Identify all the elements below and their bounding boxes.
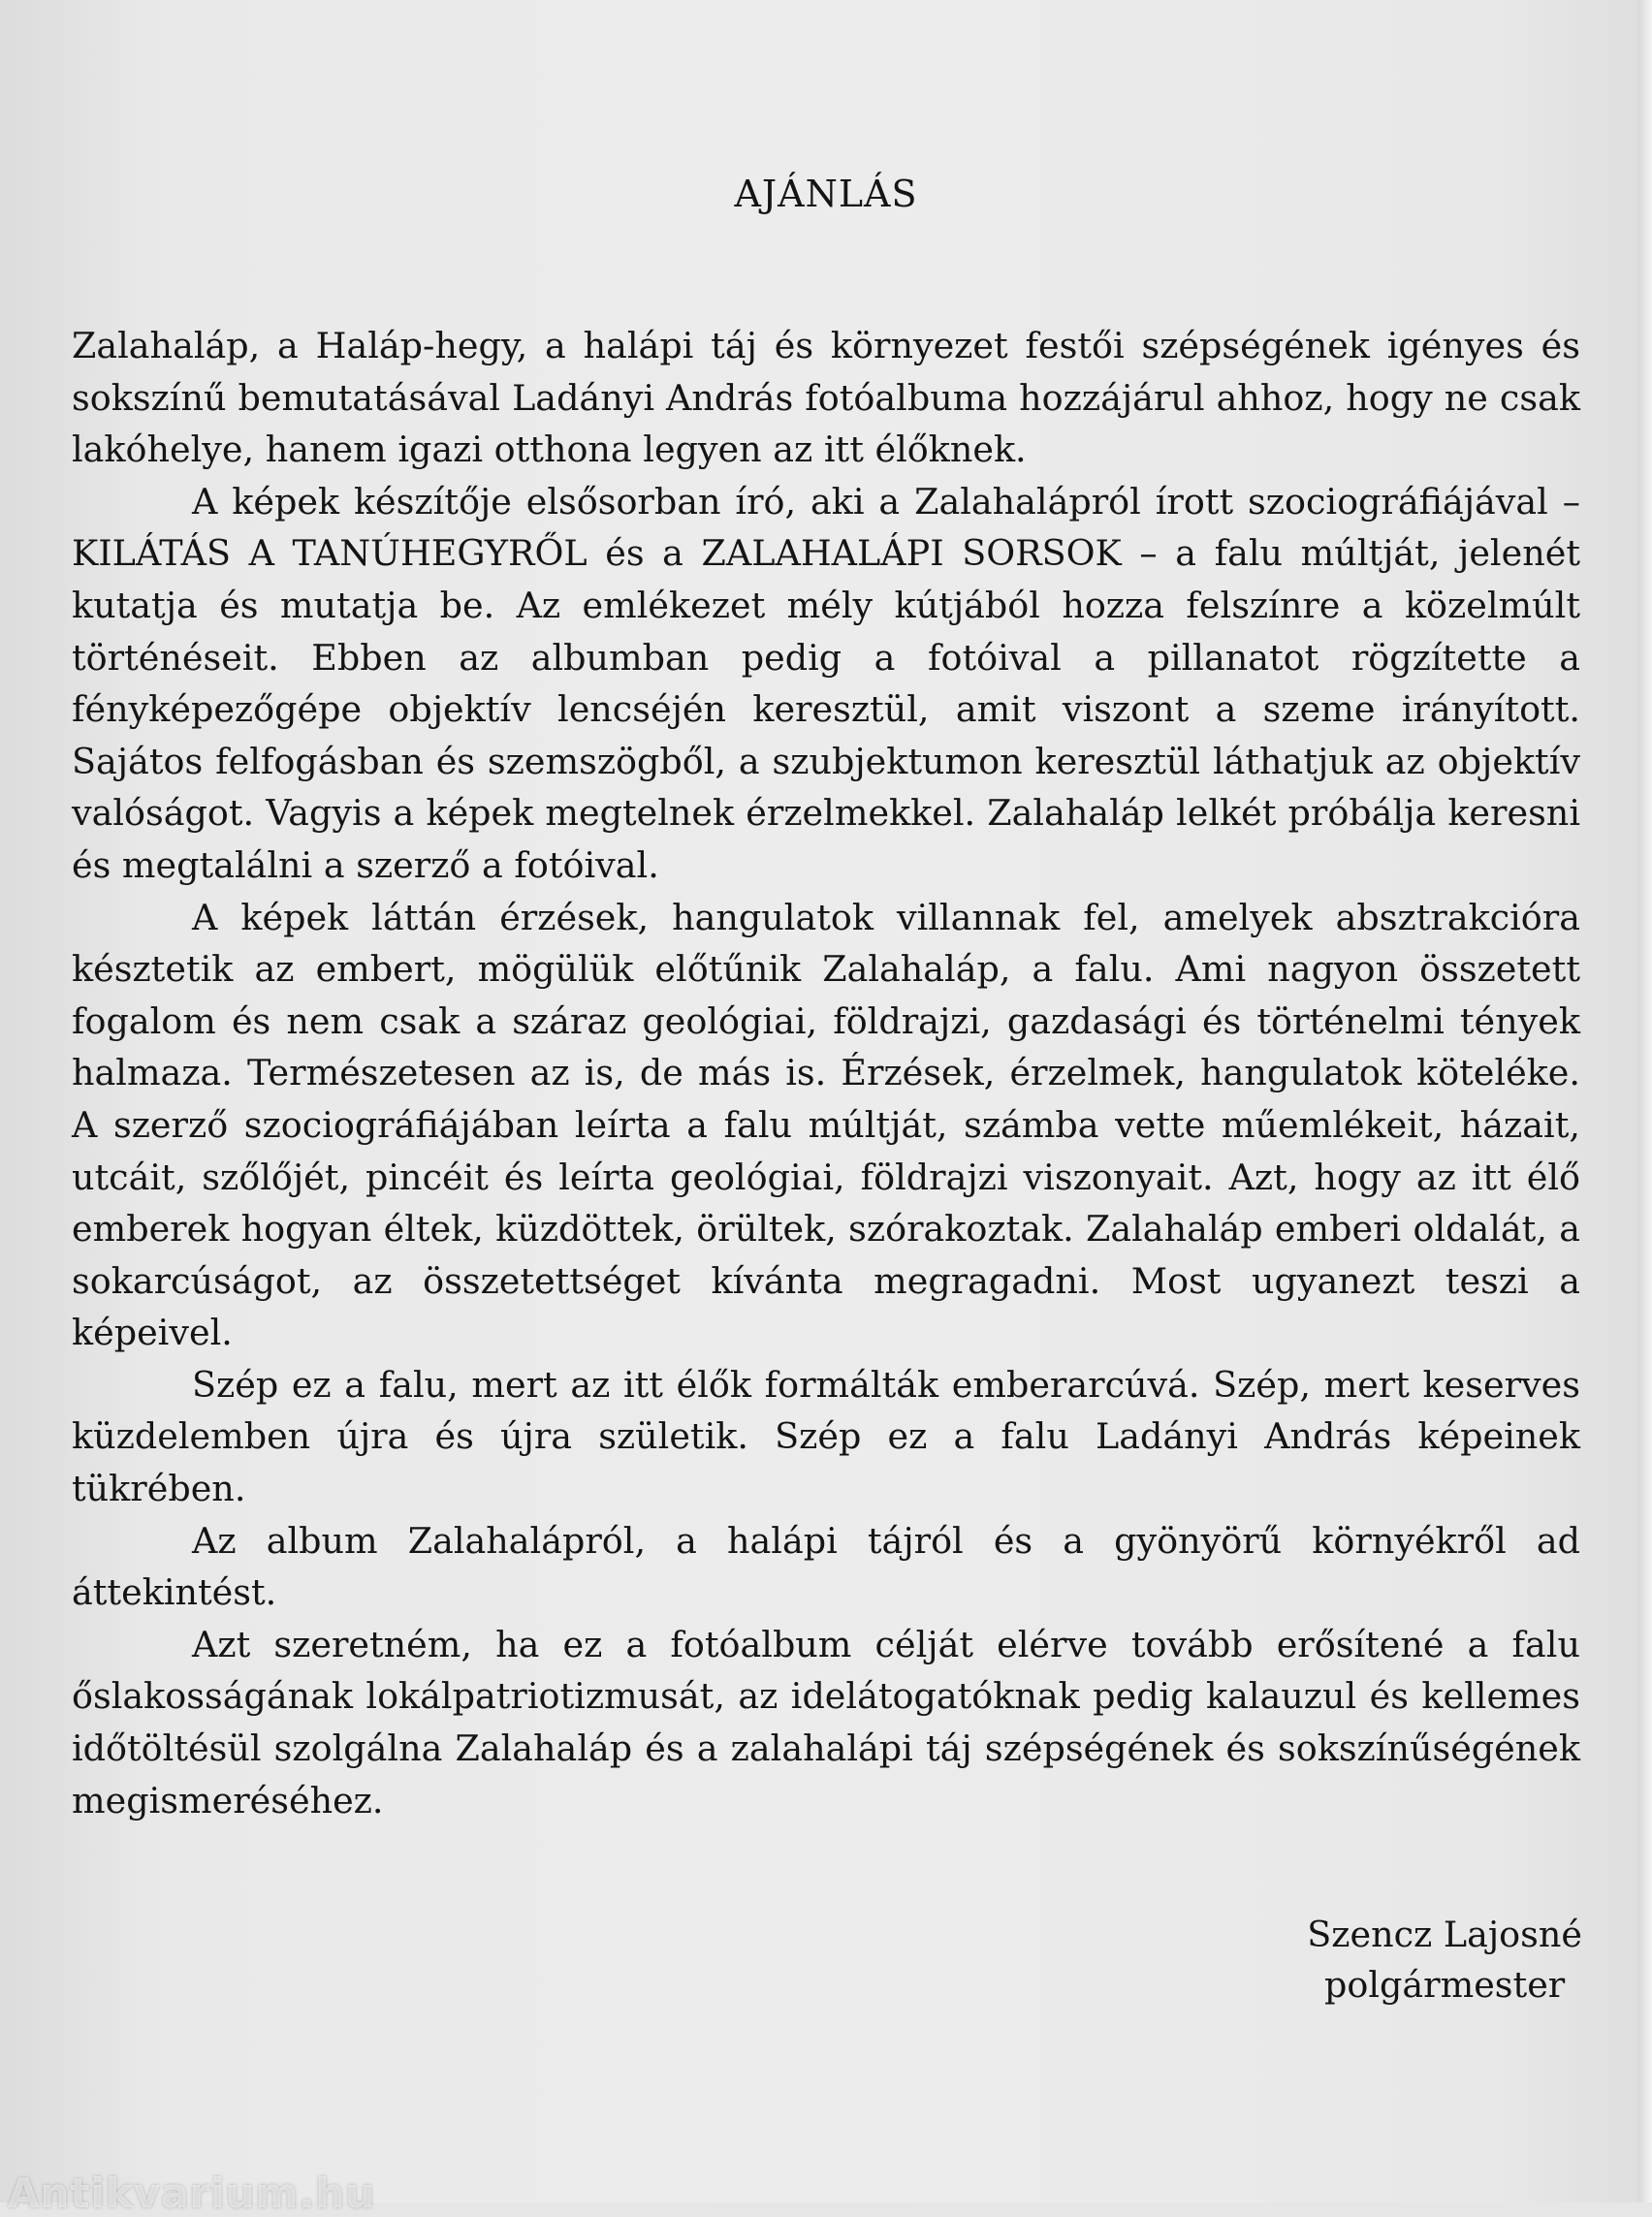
body-text (72, 320, 1580, 1826)
signature-name: Szencz Lajosné (1307, 1914, 1582, 1955)
watermark-text: Antikvarium.hu (8, 2169, 376, 2217)
paragraph-3: A képek láttán érzések, hangulatok villannak fel, amelyek absztrakcióra késztetik az embert, mögülük előtűnik Zalahaláp, a falu. Ami nagyon összetett fogalom és nem csak a száraz geológiai, földrajzi, gazdasági és történelmi tények halmaza. Természetesen az is, de más is. Érzések, érzelmek, hangulatok köteléke. A szerző szociográfiájában leírta a falu múltját, számba vette műemlékeit, házait, utcáit, szőlőjét, pincéit és leírta geológiai, földrajzi viszonyait. Azt, hogy az itt élő emberek hogyan éltek, küzdöttek, örültek, szórakoztak. Zalahaláp emberi oldalát, a sokarcúságot, az összetettséget kívánta megragadni. Most ugyanezt teszi a képeivel. (72, 896, 1580, 1354)
signature-block (1307, 1910, 1582, 2011)
page-edge (1638, 0, 1652, 2202)
paragraph-5: Az album Zalahalápról, a halápi tájról és a gyönyörű környékről ad áttekintést. (72, 1519, 1580, 1614)
signature-role: polgármester (1324, 1964, 1566, 2006)
paragraph-2: A képek készítője elsősorban író, aki a Zalahalápról írott szociográfiájával – KILÁTÁS A TANÚHEGYRŐL és a ZALAHALÁPI SORSOK – a falu múltját, jelenét kutatja és mutatja be. Az emlékezet mély kútjából hozza felszínre a közelmúlt történéseit. Ebben az albumban pedig a fotóival a pillanatot rögzítette a fényképezőgépe objektív lencséjén keresztül, amit viszont a szeme irányított. Sajátos felfogásban és szemszögből, a szubjektumon keresztül láthatjuk az objektív valóságot. Vagyis a képek megtelnek érzelmekkel. Zalahaláp lelkét próbálja keresni és megtalálni a szerző a fotóival. (72, 480, 1580, 886)
paragraph-1: Zalahaláp, a Haláp-hegy, a halápi táj és környezet festői szépségének igényes és sokszínű bemutatásával Ladányi András fotóalbuma hozzájárul ahhoz, hogy ne csak lakóhelye, hanem igazi otthona legyen az itt élőknek. (72, 325, 1580, 471)
paragraph-4: Szép ez a falu, mert az itt élők formálták emberarcúvá. Szép, mert keserves küzdelemben újra és újra születik. Szép ez a falu Ladányi András képeinek tükrében. (72, 1363, 1580, 1510)
page-title: AJÁNLÁS (734, 173, 918, 215)
paragraph-6: Azt szeretném, ha ez a fotóalbum célját elérve tovább erősítené a falu őslakosságának lokálpatriotizmusát, az idelátogatóknak pedig kalauzul és kellemes időtöltésül szolgálna Zalahaláp és a zalahalápi táj szépségének és sokszínűségének megismeréséhez. (72, 1623, 1580, 1821)
